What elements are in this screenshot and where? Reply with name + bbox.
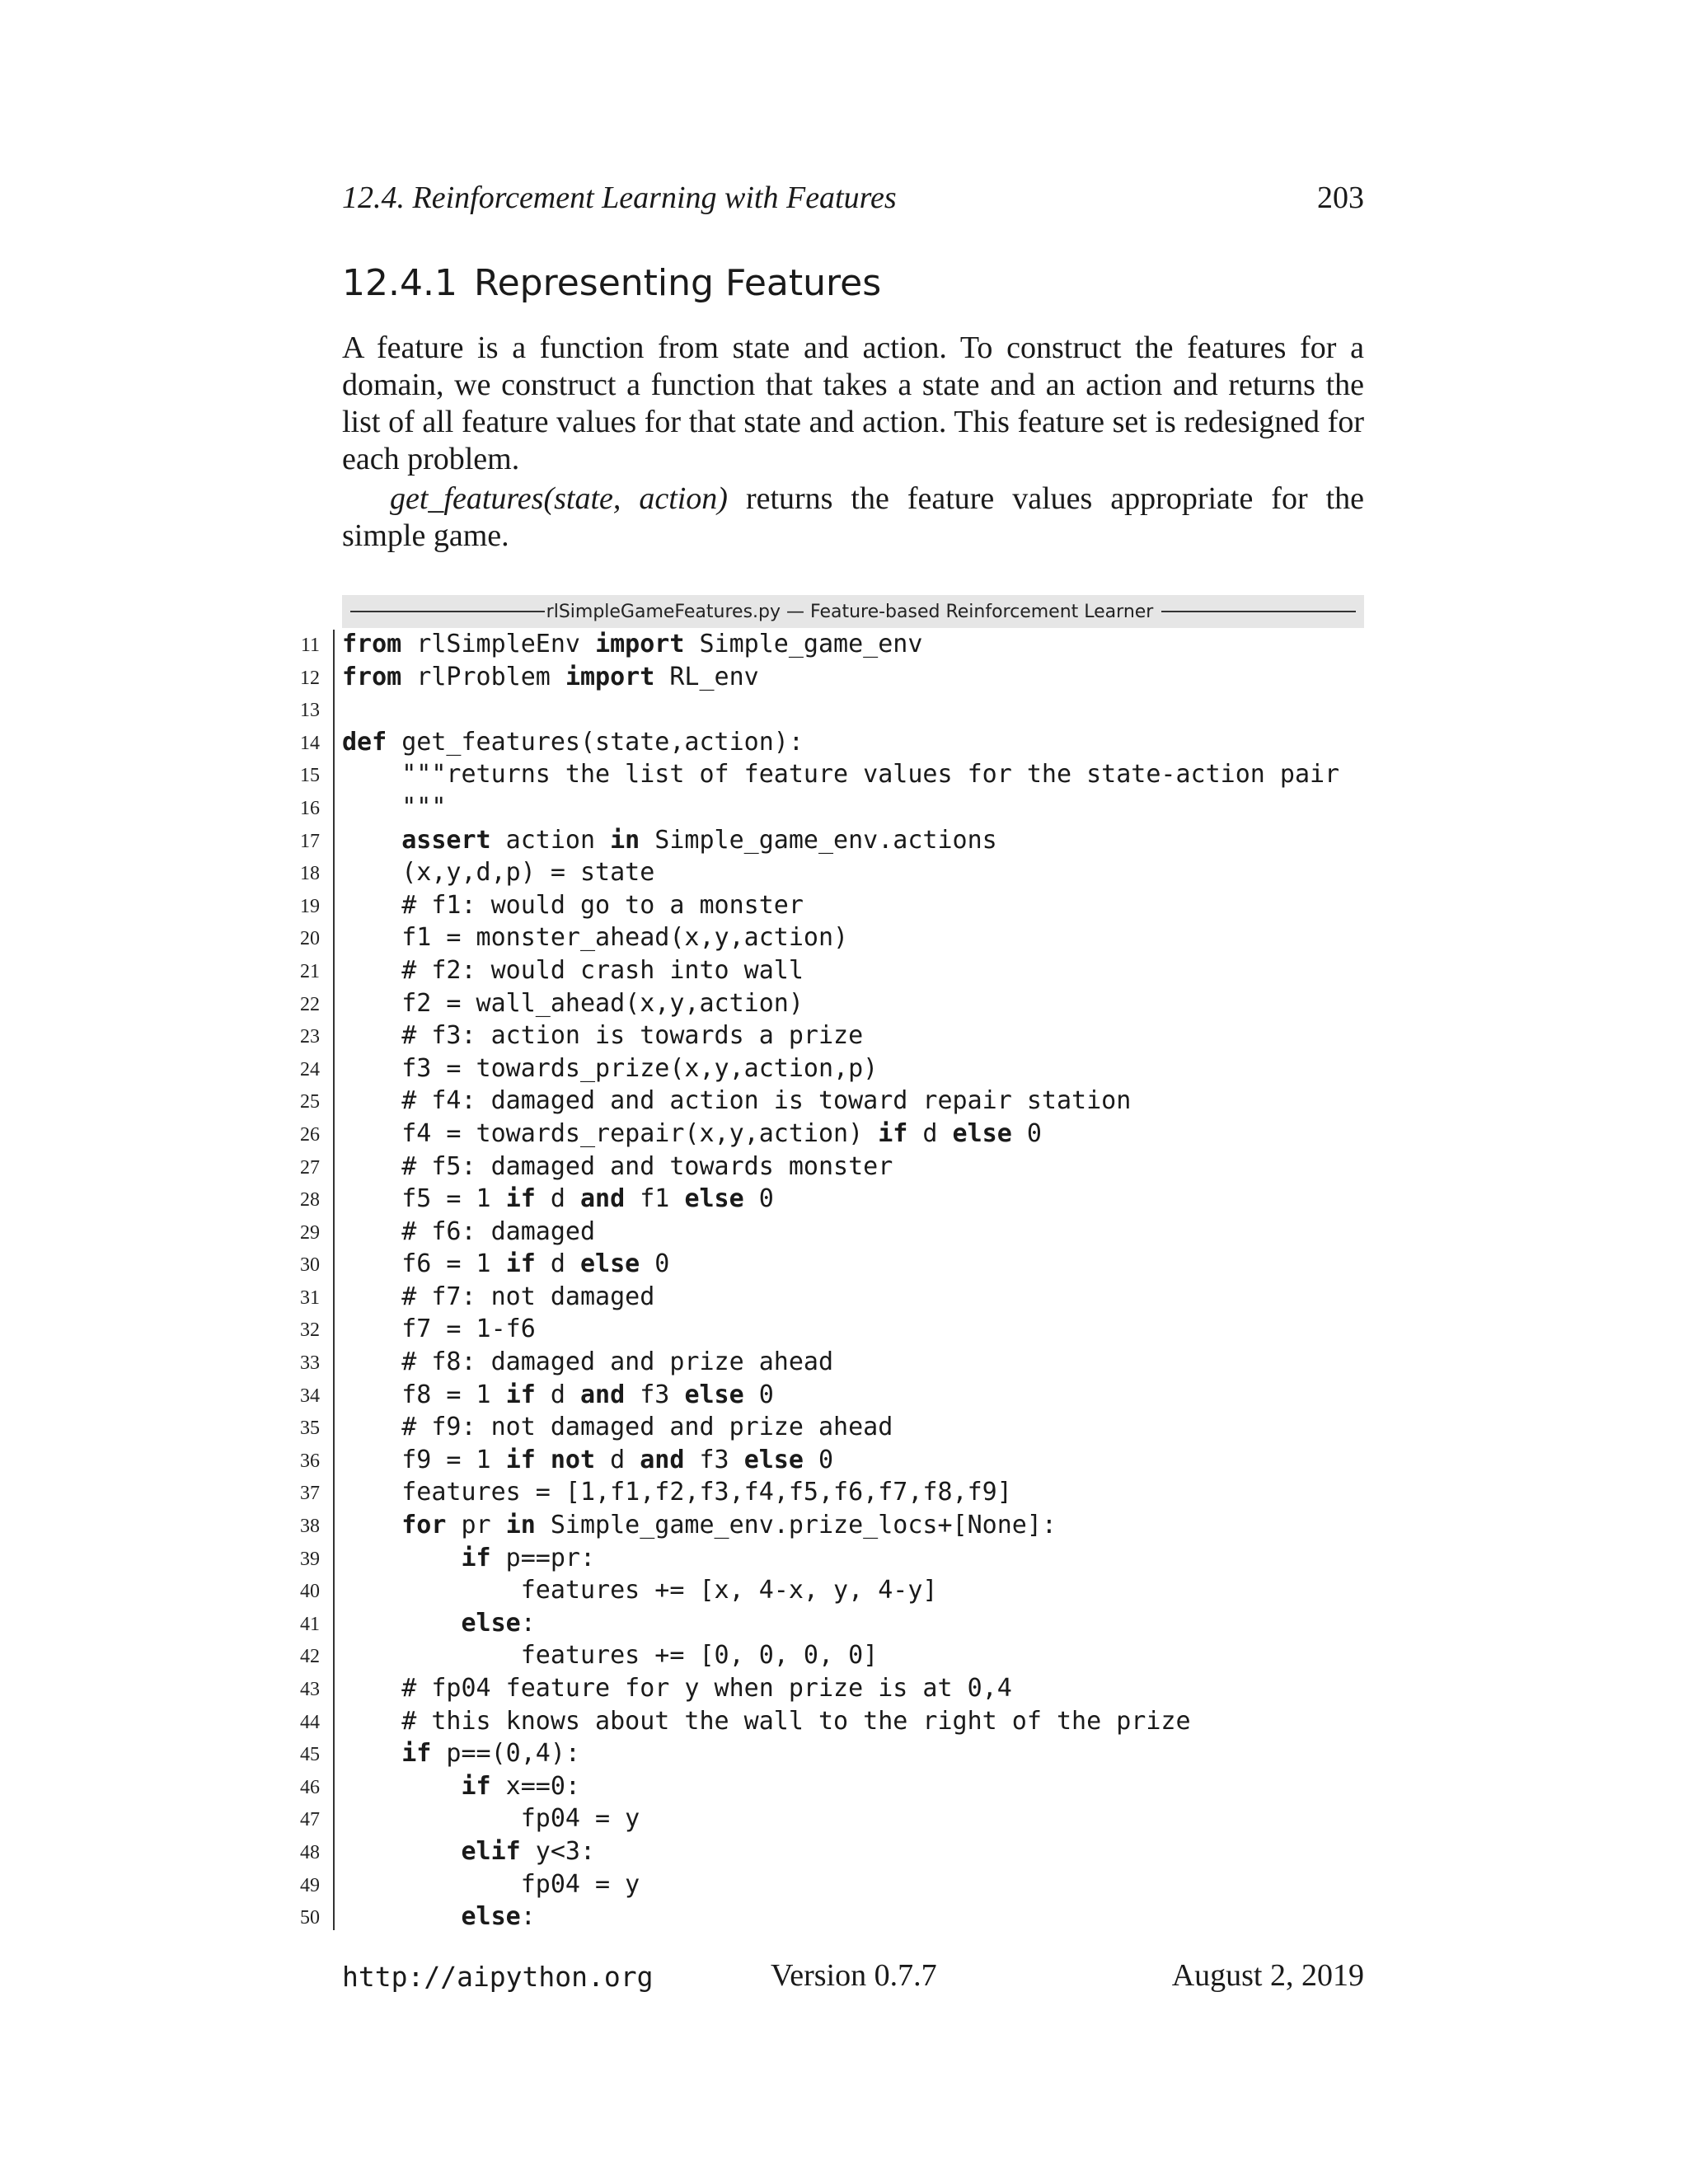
code-line <box>280 661 1368 694</box>
code-line <box>280 1281 1368 1314</box>
line-number: 42 <box>300 1646 320 1668</box>
code-text: f7 = 1-f6 <box>342 1315 536 1344</box>
code-line <box>280 1052 1368 1085</box>
section-heading <box>342 262 1364 304</box>
page-number: 203 <box>1317 180 1364 215</box>
code-text: # f6: damaged <box>342 1216 596 1246</box>
line-number: 24 <box>300 1058 320 1080</box>
line-number: 43 <box>300 1679 320 1700</box>
line-number: 31 <box>300 1286 320 1309</box>
code-line <box>280 921 1368 954</box>
code-text: f5 = 1 if d and f1 else 0 <box>342 1184 774 1214</box>
code-text: features += [x, 4-x, y, 4-y] <box>342 1576 938 1605</box>
code-line <box>280 1802 1368 1835</box>
paragraph-get-features-text: returns the feature values appropriate for the simple game. <box>342 481 1364 553</box>
code-line <box>280 1868 1368 1901</box>
code-text: def get_features(state,action): <box>342 727 804 757</box>
line-number: 21 <box>300 960 320 982</box>
code-text: f8 = 1 if d and f3 else 0 <box>342 1380 774 1409</box>
code-text: f1 = monster_ahead(x,y,action) <box>342 923 849 953</box>
code-text: features += [0, 0, 0, 0] <box>342 1641 879 1671</box>
code-line <box>280 1476 1368 1509</box>
banner-rule-right <box>1161 611 1356 612</box>
code-text: """ <box>342 792 447 822</box>
code-text: else: <box>461 1608 536 1638</box>
line-number: 25 <box>300 1091 320 1113</box>
section-number: 12.4.1 <box>342 262 457 304</box>
line-number: 45 <box>300 1744 320 1766</box>
line-number: 39 <box>300 1548 320 1570</box>
code-line <box>280 1216 1368 1249</box>
line-number: 23 <box>300 1026 320 1048</box>
line-number: 29 <box>300 1221 320 1244</box>
code-text: if p==pr: <box>461 1543 596 1572</box>
code-listing <box>280 628 1368 1933</box>
code-line <box>280 1574 1368 1607</box>
code-text: else: <box>461 1902 536 1932</box>
running-header <box>342 180 1364 226</box>
code-line <box>280 1705 1368 1738</box>
code-line <box>280 1151 1368 1183</box>
code-line <box>280 1509 1368 1542</box>
function-reference: get_features(state, action) <box>390 481 728 516</box>
code-line <box>280 1118 1368 1151</box>
code-line <box>280 1346 1368 1379</box>
code-line <box>280 1313 1368 1346</box>
code-line <box>280 628 1368 661</box>
line-number: 46 <box>300 1776 320 1798</box>
code-line <box>280 1542 1368 1575</box>
paragraph-get-features <box>342 480 1364 555</box>
code-line <box>280 856 1368 889</box>
line-number: 36 <box>300 1450 320 1472</box>
line-number: 49 <box>300 1874 320 1896</box>
code-line <box>280 1019 1368 1052</box>
code-text: # f1: would go to a monster <box>342 890 804 920</box>
code-line <box>280 954 1368 987</box>
line-number: 22 <box>300 993 320 1015</box>
line-number: 15 <box>300 765 320 787</box>
code-text: elif y<3: <box>461 1836 596 1866</box>
code-line <box>280 693 1368 726</box>
code-text: # fp04 feature for y when prize is at 0,4 <box>342 1674 1012 1703</box>
section-title: Representing Features <box>474 262 882 304</box>
code-text: from rlSimpleEnv import Simple_game_env <box>342 630 923 658</box>
line-number: 18 <box>300 863 320 885</box>
line-number: 20 <box>300 928 320 950</box>
footer-date: August 2, 2019 <box>1171 1958 1364 1993</box>
code-line <box>280 1737 1368 1770</box>
code-text: fp04 = y <box>342 1869 640 1899</box>
paragraph-features-intro: A feature is a function from state and action. To construct the features for a domain, we construct a function that takes a state and an action and returns the list of all feature values for that state and action. This feature set is redesigned for each problem. <box>342 330 1364 476</box>
code-text: """returns the list of feature values for the state-action pair <box>342 760 1340 790</box>
line-number: 44 <box>300 1711 320 1733</box>
line-number: 47 <box>300 1809 320 1831</box>
code-line <box>280 1183 1368 1216</box>
code-text: # f7: not damaged <box>342 1282 655 1311</box>
code-text: if x==0: <box>461 1771 580 1801</box>
code-text: from rlProblem import RL_env <box>342 662 759 691</box>
code-text: # f4: damaged and action is toward repair station <box>342 1086 1132 1116</box>
line-number: 11 <box>300 635 320 656</box>
page-footer <box>342 1957 1364 1999</box>
code-text: assert action in Simple_game_env.actions <box>401 825 997 855</box>
code-line <box>280 1248 1368 1281</box>
code-file-banner <box>342 595 1364 628</box>
line-number: 50 <box>300 1907 320 1929</box>
code-line <box>280 726 1368 759</box>
line-number: 27 <box>300 1156 320 1179</box>
code-line <box>280 1672 1368 1705</box>
code-line <box>280 1835 1368 1868</box>
line-number: 19 <box>300 895 320 917</box>
footer-version: Version 0.7.7 <box>771 1958 937 1993</box>
code-text: # f3: action is towards a prize <box>342 1021 864 1051</box>
line-number: 40 <box>300 1581 320 1603</box>
code-line <box>280 1607 1368 1640</box>
code-line <box>280 791 1368 824</box>
line-number: 35 <box>300 1418 320 1440</box>
line-number: 37 <box>300 1483 320 1505</box>
line-number: 38 <box>300 1516 320 1538</box>
line-number: 41 <box>300 1613 320 1635</box>
code-text: # f8: damaged and prize ahead <box>342 1347 834 1377</box>
line-number: 32 <box>300 1319 320 1342</box>
line-number: 34 <box>300 1385 320 1407</box>
code-text: f9 = 1 if not d and f3 else 0 <box>342 1445 834 1474</box>
code-text: # this knows about the wall to the right of the prize <box>342 1706 1191 1736</box>
code-line <box>280 1770 1368 1803</box>
code-text: f6 = 1 if d else 0 <box>342 1249 670 1279</box>
code-text: f4 = towards_repair(x,y,action) if d else 0 <box>342 1118 1042 1148</box>
code-text: fp04 = y <box>342 1804 640 1834</box>
code-line <box>280 1411 1368 1444</box>
code-text: f2 = wall_ahead(x,y,action) <box>342 988 804 1018</box>
code-line <box>280 1085 1368 1118</box>
footer-url: http://aipython.org <box>342 1961 654 1993</box>
code-text: (x,y,d,p) = state <box>342 858 655 888</box>
line-number: 48 <box>300 1841 320 1863</box>
code-line <box>280 987 1368 1020</box>
line-number: 30 <box>300 1254 320 1277</box>
line-number: 13 <box>300 700 320 722</box>
code-text: f3 = towards_prize(x,y,action,p) <box>342 1053 879 1083</box>
line-number: 12 <box>300 667 320 689</box>
code-text: for pr in Simple_game_env.prize_locs+[None]: <box>401 1511 1057 1540</box>
line-number: 17 <box>300 830 320 852</box>
code-text: # f9: not damaged and prize ahead <box>342 1413 893 1442</box>
code-text: # f2: would crash into wall <box>342 955 804 985</box>
code-line <box>280 1639 1368 1672</box>
line-number: 14 <box>300 732 320 754</box>
code-line <box>280 758 1368 791</box>
running-header-title: 12.4. Reinforcement Learning with Features <box>342 180 897 215</box>
code-line <box>280 1900 1368 1933</box>
line-number: 26 <box>300 1123 320 1146</box>
code-line <box>280 1444 1368 1477</box>
line-number: 16 <box>300 797 320 819</box>
code-line <box>280 1379 1368 1412</box>
line-number: 28 <box>300 1189 320 1212</box>
banner-rule-left <box>350 611 545 612</box>
code-text: # f5: damaged and towards monster <box>342 1151 893 1181</box>
code-line <box>280 824 1368 857</box>
line-number: 33 <box>300 1352 320 1375</box>
code-line <box>280 889 1368 922</box>
code-file-caption: rlSimpleGameFeatures.py — Feature-based Reinforcement Learner <box>546 601 1154 622</box>
code-text: features = [1,f1,f2,f3,f4,f5,f6,f7,f8,f9] <box>342 1478 1012 1507</box>
code-text: if p==(0,4): <box>401 1739 580 1769</box>
